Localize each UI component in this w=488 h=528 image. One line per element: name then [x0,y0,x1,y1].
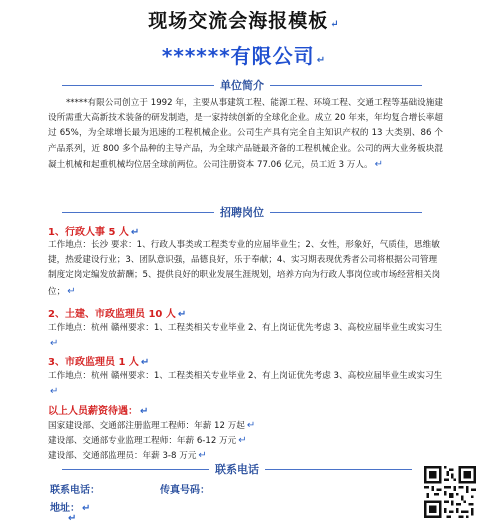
salary-line: 建设部、交通部专业监理工程师：年薪 6-12 万元 ↵ [48,435,247,446]
contact-fax-label: 传真号码： [160,485,210,496]
return-mark-icon: ↵ [246,420,256,431]
salary-heading: 以上人员薪资待遇： ↵ [48,406,149,417]
section-header-jobs [62,205,422,219]
contact-address-label: 地址： ↵ [50,503,91,514]
divider [62,469,209,470]
return-mark-icon: ↵ [140,406,149,417]
salary-line: 国家建设部、交通部注册监理工程师：年薪 12 万起 ↵ [48,420,256,431]
return-mark-icon: ↵ [316,55,327,66]
job-title: 2、土建、市政监理员 10 人 ↵ [48,309,187,320]
section-title: 联系电话 [215,463,259,476]
job-description: 工作地点：长沙 要求：1、行政人事类或工程类专业的应届毕业生；2、女性，形象好，气质佳，思维敏捷，热爱建设行业；3、团队意识强，品德良好，乐于奉献；4、实习期表现优秀者公司将根据公司管理制度定岗定编发放薪酬；5、提供良好的职业发展生涯规划，培养方向为行政人事岗位或市场经营相关岗位； ↵ [48,240,441,297]
return-mark-icon: ↵ [67,285,76,297]
return-mark-icon: ↵ [50,386,59,398]
divider [62,212,214,213]
return-mark-icon: ↵ [238,435,247,446]
return-mark-icon: ↵ [140,357,150,368]
return-mark-icon: ↵ [68,513,77,524]
salary-line: 建设部、交通部监理员：年薪 3-8 万元 ↵ [48,450,207,461]
return-mark-icon: ↵ [330,19,340,30]
poster-title: 现场交流会海报模板 ↵ [148,10,340,32]
company-name: ******有限公司 ↵ [161,44,327,68]
section-title: 招聘岗位 [220,206,264,219]
divider [270,212,422,213]
section-header-contact [62,462,412,476]
return-mark-icon: ↵ [374,158,383,170]
divider [62,85,214,86]
return-mark-icon: ↵ [198,450,207,461]
section-title: 单位简介 [220,79,264,92]
section-header-intro [62,78,422,92]
return-mark-icon: ↵ [50,338,59,350]
qr-code-icon [424,466,476,518]
job-description: 工作地点：杭州 赣州要求：1、工程类相关专业毕业 2、有上岗证优先考虑 3、高校应届毕业生或实习生↵ [48,323,443,350]
return-mark-icon: ↵ [130,227,140,238]
contact-phone-label: 联系电话： [50,485,100,496]
job-title: 1、行政人事 5 人 ↵ [48,227,140,238]
divider [270,85,422,86]
empty-paragraph [66,513,76,524]
job-title: 3、市政监理员 1 人 ↵ [48,357,150,368]
divider [265,469,412,470]
company-intro: *****有限公司创立于 1992 年，主要从事建筑工程、能源工程、环境工程、交通工程等基础设施建设所需重大高新技术装备的研发制造，是一家持续创新的全球化企业。成立 20 年来，年均复合增长率超过 65%，为全球增长最为迅速的工程机械企业。公司生产具有完全自主知识产权的 13 大类别、86 个产品系列，近 800 多个品种的主导产品，为全球产品链最齐备的工程机械企业。公司的两大业务板块混凝土机械和起重机械均位居全球前两位。公司注册资本 77.06 亿元，员工近 3 万人。 ↵ [48,98,443,170]
return-mark-icon: ↵ [177,309,187,320]
job-description: 工作地点：杭州 赣州要求：1、工程类相关专业毕业 2、有上岗证优先考虑 3、高校应届毕业生或实习生↵ [48,371,443,398]
return-mark-icon: ↵ [82,503,91,514]
